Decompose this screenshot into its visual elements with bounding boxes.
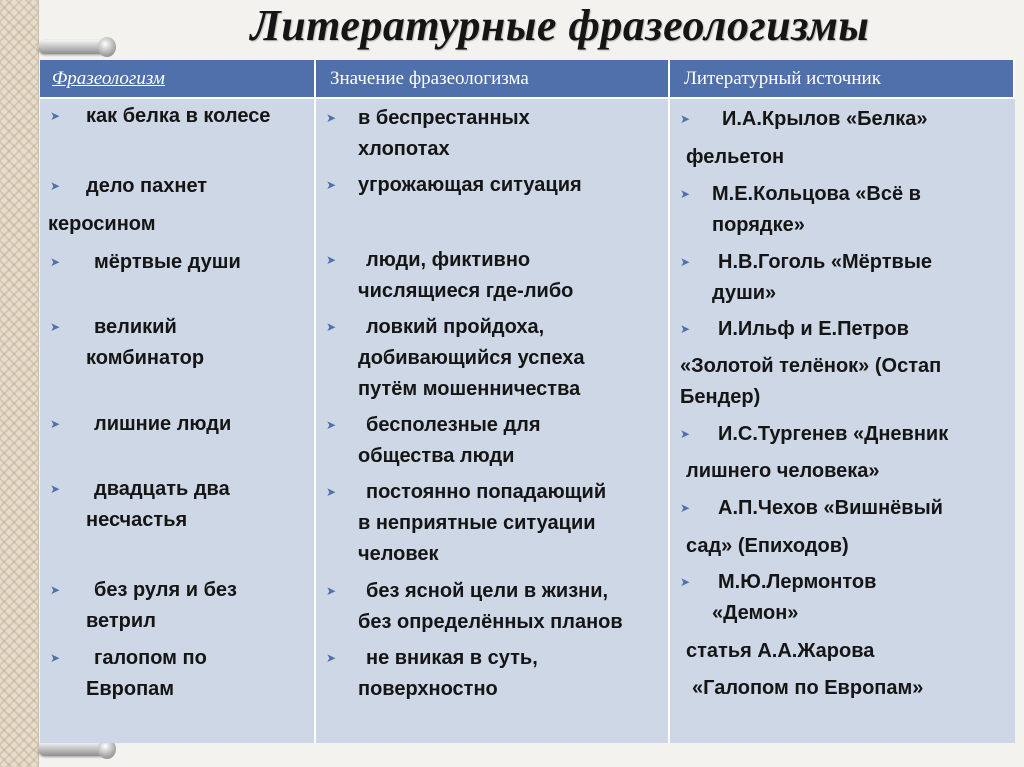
meaning-text: постоянно попадающий bbox=[366, 481, 607, 503]
meaning-column bbox=[316, 97, 670, 743]
column-header-phrase: Фразеологизм bbox=[40, 60, 316, 97]
phrase-text: дело пахнет bbox=[86, 175, 208, 197]
column-header-meaning: Значение фразеологизма bbox=[316, 60, 670, 97]
source-text: «Демон» bbox=[712, 602, 799, 624]
meaning-text: угрожающая ситуация bbox=[358, 174, 582, 196]
phrase-column bbox=[40, 97, 316, 743]
meaning-text: человек bbox=[358, 543, 439, 565]
meaning-text: люди, фиктивно bbox=[366, 249, 531, 271]
decorative-scroll-border bbox=[0, 0, 39, 767]
bullet-icon: ➤ bbox=[326, 651, 337, 665]
source-text: сад» (Епиходов) bbox=[686, 535, 849, 557]
source-text: фельетон bbox=[686, 146, 785, 168]
meaning-text: в неприятные ситуации bbox=[358, 512, 596, 534]
bullet-icon: ➤ bbox=[326, 418, 337, 432]
page-title: Литературные фразеологизмы bbox=[250, 1, 870, 50]
column-header-source: Литературный источник bbox=[670, 60, 1015, 97]
meaning-text: без ясной цели в жизни, bbox=[366, 580, 609, 602]
bullet-icon: ➤ bbox=[50, 109, 61, 123]
phraseology-table bbox=[40, 60, 1015, 743]
source-text: И.А.Крылов «Белка» bbox=[722, 108, 928, 130]
bullet-icon: ➤ bbox=[326, 485, 337, 499]
bullet-icon: ➤ bbox=[50, 255, 61, 269]
bullet-icon: ➤ bbox=[680, 255, 691, 269]
phrase-text: как белка в колесе bbox=[86, 105, 271, 127]
source-text: «Галопом по Европам» bbox=[692, 677, 924, 699]
bullet-icon: ➤ bbox=[50, 320, 61, 334]
bullet-icon: ➤ bbox=[680, 575, 691, 589]
bullet-icon: ➤ bbox=[50, 651, 61, 665]
meaning-text: общества люди bbox=[358, 445, 515, 467]
bullet-icon: ➤ bbox=[680, 187, 691, 201]
bullet-icon: ➤ bbox=[680, 322, 691, 336]
phrase-text: Европам bbox=[86, 678, 175, 700]
source-text: Бендер) bbox=[680, 386, 761, 408]
meaning-text: ловкий пройдоха, bbox=[366, 316, 545, 338]
bullet-icon: ➤ bbox=[326, 178, 337, 192]
bullet-icon: ➤ bbox=[680, 112, 691, 126]
phrase-text: галопом по bbox=[94, 647, 207, 669]
phrase-text: несчастья bbox=[86, 509, 188, 531]
phrase-text: ветрил bbox=[86, 610, 156, 632]
meaning-text: добивающийся успеха bbox=[358, 347, 585, 369]
phrase-text: комбинатор bbox=[86, 347, 205, 369]
bullet-icon: ➤ bbox=[326, 111, 337, 125]
phrase-text: без руля и без bbox=[94, 579, 237, 601]
source-text: «Золотой телёнок» (Остап bbox=[680, 355, 942, 377]
bullet-icon: ➤ bbox=[326, 253, 337, 267]
phrase-text: великий bbox=[94, 316, 177, 338]
source-text: Н.В.Гоголь «Мёртвые bbox=[718, 251, 933, 273]
source-text: А.П.Чехов «Вишнёвый bbox=[718, 497, 943, 519]
source-column bbox=[670, 97, 1015, 743]
phrase-text: двадцать два bbox=[94, 478, 230, 500]
source-text: лишнего человека» bbox=[686, 460, 880, 482]
decorative-scroll-rod-bottom bbox=[38, 742, 108, 756]
meaning-text: хлопотах bbox=[358, 138, 450, 160]
source-text: И.С.Тургенев «Дневник bbox=[718, 423, 949, 445]
bullet-icon: ➤ bbox=[50, 417, 61, 431]
source-text: М.Ю.Лермонтов bbox=[718, 571, 877, 593]
source-text: статья А.А.Жарова bbox=[686, 640, 875, 662]
source-text: души» bbox=[712, 282, 777, 304]
bullet-icon: ➤ bbox=[326, 320, 337, 334]
meaning-text: не вникая в суть, bbox=[366, 647, 538, 669]
decorative-scroll-rod-top bbox=[38, 40, 108, 54]
phrase-text: лишние люди bbox=[94, 413, 232, 435]
bullet-icon: ➤ bbox=[50, 482, 61, 496]
phrase-text: керосином bbox=[48, 213, 156, 235]
meaning-text: путём мошенничества bbox=[358, 378, 581, 400]
bullet-icon: ➤ bbox=[50, 179, 61, 193]
bullet-icon: ➤ bbox=[680, 501, 691, 515]
meaning-text: бесполезные для bbox=[366, 414, 541, 436]
meaning-text: поверхностно bbox=[358, 678, 498, 700]
bullet-icon: ➤ bbox=[326, 584, 337, 598]
meaning-text: без определённых планов bbox=[358, 611, 623, 633]
bullet-icon: ➤ bbox=[680, 427, 691, 441]
source-text: И.Ильф и Е.Петров bbox=[718, 318, 909, 340]
meaning-text: числящиеся где-либо bbox=[358, 280, 574, 302]
source-text: М.Е.Кольцова «Всё в bbox=[712, 183, 921, 205]
meaning-text: в беспрестанных bbox=[358, 107, 530, 129]
source-text: порядке» bbox=[712, 214, 805, 236]
phrase-text: мёртвые души bbox=[94, 251, 241, 273]
bullet-icon: ➤ bbox=[50, 583, 61, 597]
